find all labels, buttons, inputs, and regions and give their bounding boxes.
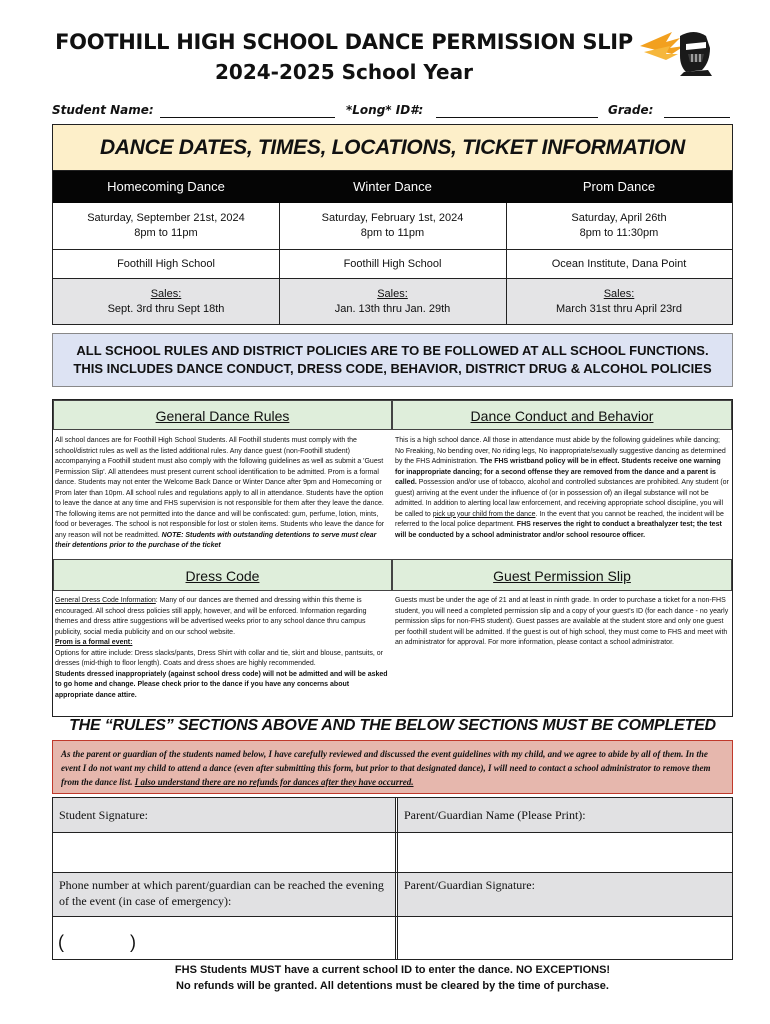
prom-sales-label: Sales: [603, 287, 635, 300]
parent-name-field[interactable] [398, 832, 732, 872]
student-signature-label: Student Signature: [53, 798, 395, 832]
footer-line-1: FHS Students MUST have a current school ID to enter the dance. NO EXCEPTIONS! [174, 964, 611, 976]
long-id-field[interactable] [436, 117, 598, 118]
phone-label: Phone number at which parent/guardian can be reached the evening of the event (in case of emergency): [53, 872, 395, 916]
signature-table [52, 797, 733, 960]
student-signature-field[interactable] [53, 832, 395, 872]
guest-permission-heading: Guest Permission Slip [392, 559, 732, 591]
prom-sales-cell [506, 279, 732, 324]
guest-permission-text: Guests must be under the age of 21 and at least in ninth grade. In order to purchase a ticket for a non-FHS student, you will need a completed permission slip and a copy of your guest's ID (for each dance - no yearly permission slips for non-FHS student). Guest passes are available at the student store and only one guest per foothill student will be admitted. If the guest is out of high school, they must come to FHS and meet with an administrator for approval. For more information, please contact a school administrator. [395, 597, 729, 646]
prom-location: Ocean Institute, Dana Point [551, 257, 687, 270]
conduct-heading: Dance Conduct and Behavior [392, 400, 732, 430]
policy-line-1: ALL SCHOOL RULES AND DISTRICT POLICIES ARE TO BE FOLLOWED AT ALL SCHOOL FUNCTIONS. [76, 343, 709, 358]
grade-label: Grade: [608, 103, 654, 117]
parent-name-label: Parent/Guardian Name (Please Print): [398, 798, 732, 832]
winter-header: Winter Dance [279, 171, 506, 203]
dance-info-table [52, 124, 733, 325]
winter-date-cell [279, 203, 506, 249]
policy-line-2: THIS INCLUDES DANCE CONDUCT, DRESS CODE, BEHAVIOR, DISTRICT DRUG & ALCOHOL POLICIES [73, 361, 712, 376]
homecoming-time: 8pm to 11pm [134, 227, 198, 239]
general-rules-text: All school dances are for Foothill High School Students. All Foothill students must comply with the school/district rules as well as the listed additional rules. Any dance guest (non-Foothill student) accompanying a Foothill student must also comply with the following guidelines as well as submit a 'Guest Permission Slip'. All attendees must present current school identification to be admitted. Prom is a formal dance. Students may not enter the Welcome Back Dance or Winter Dance after 9pm and Homecoming or Prom later than 10pm. All school rules and regulations apply to all in attendance. Students have the option to leave the dance at any time and FHS supervision is not responsible for them after they leave the dance. The following items are not permitted into the dance and will be confiscated: gum, perfume, lotion, mints, food or beverages. The school is not responsible for lost or stolen items. Students who leave the dance for any reason will not be readmitted. NOTE: Students with outstanding detentions to serve must clear their detentions prior to the purchase of the ticket [55, 437, 385, 549]
winter-sales-dates: Jan. 13th thru Jan. 29th [334, 302, 451, 315]
homecoming-date-cell [53, 203, 279, 249]
parent-signature-label: Parent/Guardian Signature: [398, 872, 732, 916]
homecoming-location: Foothill High School [117, 257, 215, 270]
homecoming-sales-dates: Sept. 3rd thru Sept 18th [107, 302, 225, 315]
general-rules-heading: General Dance Rules [53, 400, 392, 430]
prom-date: Saturday, April 26th [571, 212, 667, 224]
winter-date: Saturday, February 1st, 2024 [321, 212, 464, 224]
parent-signature-field[interactable] [398, 916, 732, 959]
winter-time: 8pm to 11pm [360, 227, 425, 239]
prom-header: Prom Dance [506, 171, 732, 203]
winter-sales-label: Sales: [377, 287, 408, 300]
dance-table-heading: DANCE DATES, TIMES, LOCATIONS, TICKET INFORMATION [53, 125, 732, 171]
knight-helmet-icon [636, 26, 728, 78]
grade-field[interactable] [664, 117, 730, 118]
guardian-agreement: As the parent or guardian of the students named below, I have carefully reviewed and discussed the event guidelines with my child, and we agree to abide by all of them. In the event I do not want my child to attend a dance (even after submitting this form, but prior to that designated dance), I will need to contact a school administrator to remove them from the dance list. I also understand there are no refunds for dances after they have occurred. [52, 740, 733, 794]
rules-section [52, 399, 733, 717]
homecoming-header: Homecoming Dance [53, 171, 279, 203]
prom-date-cell [506, 203, 732, 249]
homecoming-sales-cell [53, 279, 279, 324]
phone-field[interactable] [53, 916, 395, 959]
conduct-text: This is a high school dance. All those in attendance must abide by the following guidelines while dancing; No Freaking, No bending over, No riding legs, No inappropriate/sexually suggestive dancing as determined by the FHS Administration. The FHS wristband policy will be in effect. Students receive one warning for inappropriate dancing; for a second offense they are removed from the dance and a parent is called. Possession and/or use of tobacco, alcohol and controlled substances are prohibited. Any student (or guest) arriving at the event under the influence of (or in possession of) an illegal substance will not be admitted. In addition to alerting local law enforcement, and receiving appropriate school discipline, you will be called to pick up your child from the dance. In the event that you cannot be reached, the incident will be referred to the local police department. FHS reserves the right to conduct a breathalyzer test; the test will be conducted by a school administrator and/or school resource officer. [395, 437, 729, 539]
dress-code-heading: Dress Code [53, 559, 392, 591]
student-info-line [52, 103, 732, 123]
prom-time: 8pm to 11:30pm [579, 227, 659, 239]
homecoming-sales-label: Sales: [150, 287, 182, 300]
policy-banner [52, 333, 733, 387]
page-subtitle: 2024-2025 School Year [215, 60, 473, 84]
footer-notice [0, 962, 770, 994]
page-title: FOOTHILL HIGH SCHOOL DANCE PERMISSION SLIP [55, 30, 633, 54]
homecoming-date: Saturday, September 21st, 2024 [87, 212, 245, 224]
general-rules-note: NOTE: Students with outstanding detentions to serve must clear their detentions prior to the purchase of the ticket [55, 531, 377, 549]
prom-sales-dates: March 31st thru April 23rd [556, 302, 682, 315]
winter-location: Foothill High School [343, 257, 442, 270]
student-name-label: Student Name: [52, 103, 154, 117]
long-id-label: *Long* ID#: [346, 103, 424, 117]
dress-code-text: General Dress Code Information: Many of our dances are themed and dressing within this theme is encouraged. All school dress policies still apply, however, and will be enforced. Information regarding themes and dress attire suggestions will be advertised weeks prior to any school dance thru campus publicity, social media publicity and on our school website. Prom is a formal event: Options for attire include: Dress slacks/pants, Dress Shirt with collar and tie, skirt and blouse, pantsuits, or dresses (mid-thigh to floor length). Coats and dress shoes are highly recommended. Students dressed inappropriately (against school dress code) will not be admitted and will be asked to go home and change. Please check prior to the dance if you have any concerns about appropriate dance attire. [55, 597, 388, 699]
winter-sales-cell [279, 279, 506, 324]
student-name-field[interactable] [160, 117, 335, 118]
completion-notice: THE “RULES” SECTIONS ABOVE AND THE BELOW SECTIONS MUST BE COMPLETED [69, 717, 716, 734]
footer-line-2: No refunds will be granted. All detentions must be cleared by the time of purchase. [176, 980, 609, 992]
no-refunds-statement: I also understand there are no refunds for dances after they have occurred. [134, 777, 414, 787]
